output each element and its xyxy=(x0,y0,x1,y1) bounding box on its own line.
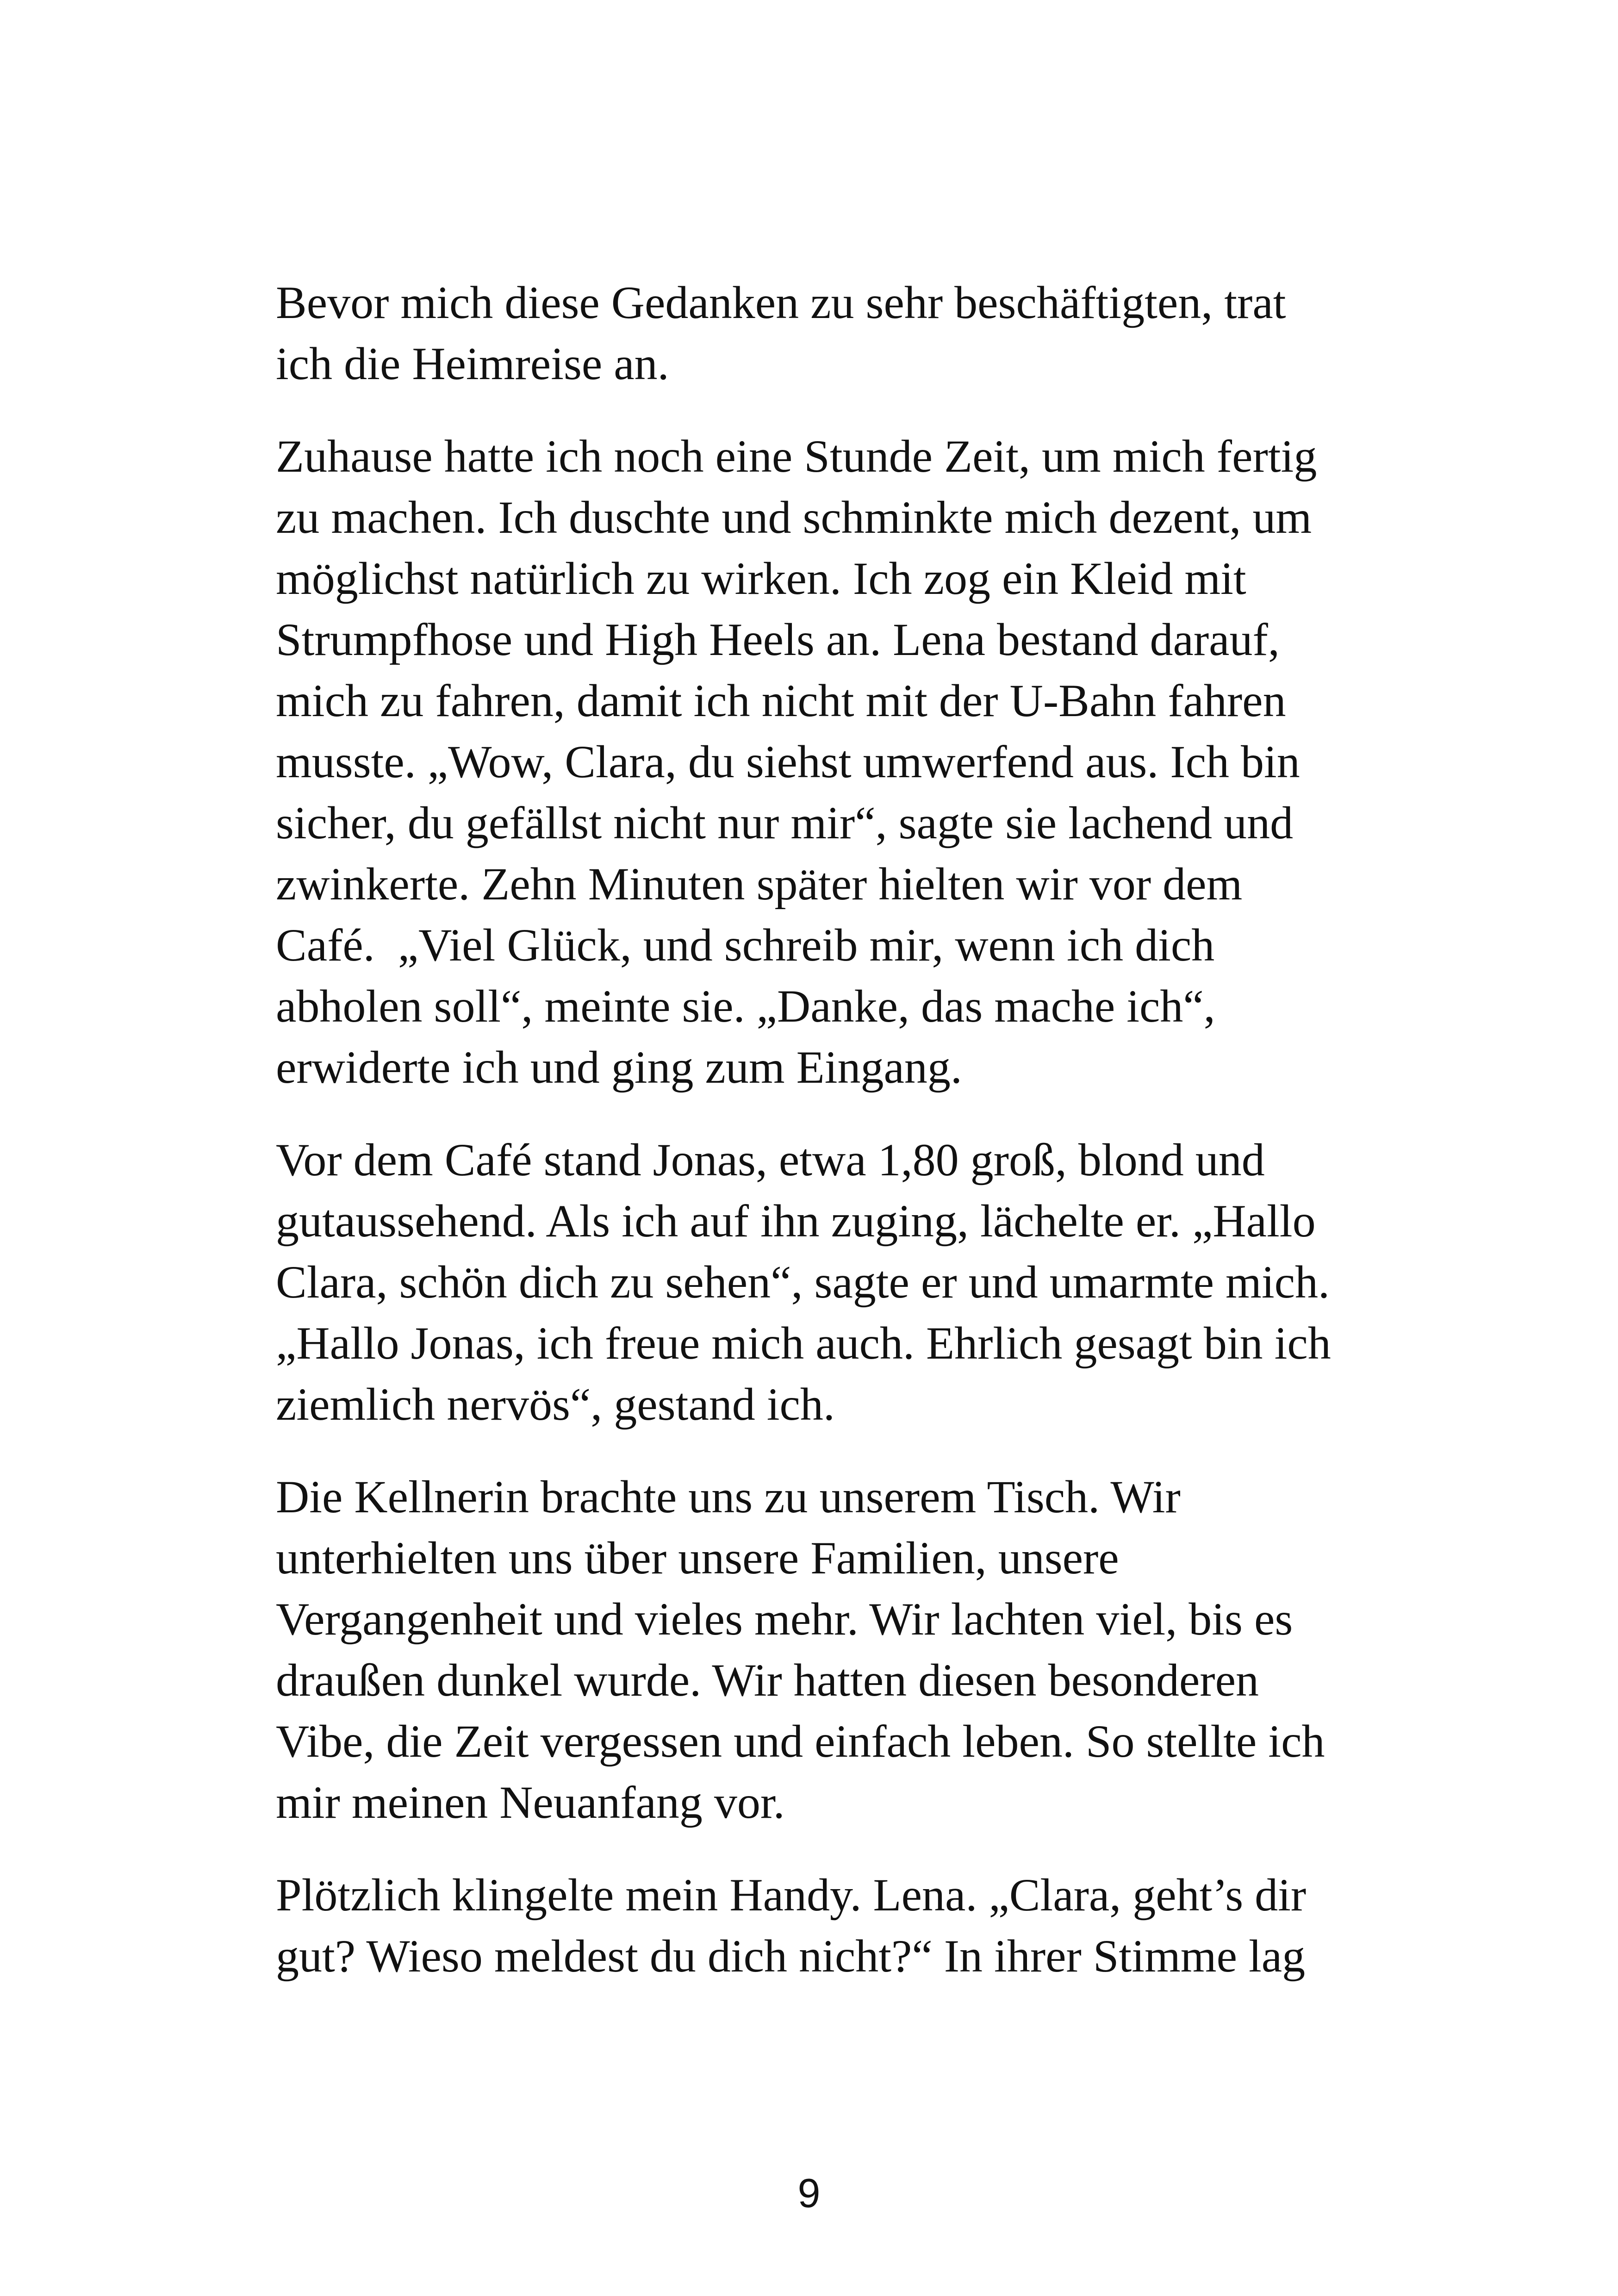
text-line: Vergangenheit und vieles mehr. Wir lachten viel, bis es xyxy=(276,1593,1293,1645)
text-line: Zuhause hatte ich noch eine Stunde Zeit, um mich fertig xyxy=(276,430,1317,482)
body-text xyxy=(276,272,1359,2018)
text-line: unterhielten uns über unsere Familien, unsere xyxy=(276,1532,1119,1584)
paragraph-2 xyxy=(276,426,1359,1098)
text-line: Vibe, die Zeit vergessen und einfach leben. So stellte ich xyxy=(276,1716,1325,1767)
page-number: 9 xyxy=(797,2170,821,2216)
text-line: Bevor mich diese Gedanken zu sehr beschäftigten, trat xyxy=(276,277,1286,328)
text-line: „Hallo Jonas, ich freue mich auch. Ehrlich gesagt bin ich xyxy=(276,1317,1331,1369)
text-line: mir meinen Neuanfang vor. xyxy=(276,1777,785,1828)
text-line: möglichst natürlich zu wirken. Ich zog ein Kleid mit xyxy=(276,553,1246,604)
text-line: Café. „Viel Glück, und schreib mir, wenn ich dich xyxy=(276,919,1215,971)
text-line: Clara, schön dich zu sehen“, sagte er und umarmte mich. xyxy=(276,1256,1330,1308)
text-line: zu machen. Ich duschte und schminkte mich dezent, um xyxy=(276,492,1312,543)
paragraph-3 xyxy=(276,1129,1359,1435)
text-line: gutaussehend. Als ich auf ihn zuging, lächelte er. „Hallo xyxy=(276,1195,1316,1247)
text-line: Plötzlich klingelte mein Handy. Lena. „Clara, geht’s dir xyxy=(276,1869,1307,1921)
text-line: ich die Heimreise an. xyxy=(276,338,669,389)
text-line: ziemlich nervös“, gestand ich. xyxy=(276,1379,835,1430)
paragraph-1 xyxy=(276,272,1359,394)
text-line: sicher, du gefällst nicht nur mir“, sagte sie lachend und xyxy=(276,797,1294,849)
text-line: mich zu fahren, damit ich nicht mit der U-Bahn fahren xyxy=(276,675,1286,726)
paragraph-5 xyxy=(276,1865,1359,1987)
text-line: abholen soll“, meinte sie. „Danke, das mache ich“, xyxy=(276,980,1215,1032)
text-line: Die Kellnerin brachte uns zu unserem Tisch. Wir xyxy=(276,1471,1181,1522)
text-line: draußen dunkel wurde. Wir hatten diesen besonderen xyxy=(276,1654,1259,1706)
text-line: gut? Wieso meldest du dich nicht?“ In ihrer Stimme lag xyxy=(276,1930,1306,1982)
text-line: erwiderte ich und ging zum Eingang. xyxy=(276,1042,962,1093)
text-line: musste. „Wow, Clara, du siehst umwerfend aus. Ich bin xyxy=(276,736,1300,787)
text-line: zwinkerte. Zehn Minuten später hielten wir vor dem xyxy=(276,858,1243,910)
text-line: Strumpfhose und High Heels an. Lena bestand darauf, xyxy=(276,614,1280,665)
text-line: Vor dem Café stand Jonas, etwa 1,80 groß, blond und xyxy=(276,1134,1265,1185)
paragraph-4 xyxy=(276,1466,1359,1833)
